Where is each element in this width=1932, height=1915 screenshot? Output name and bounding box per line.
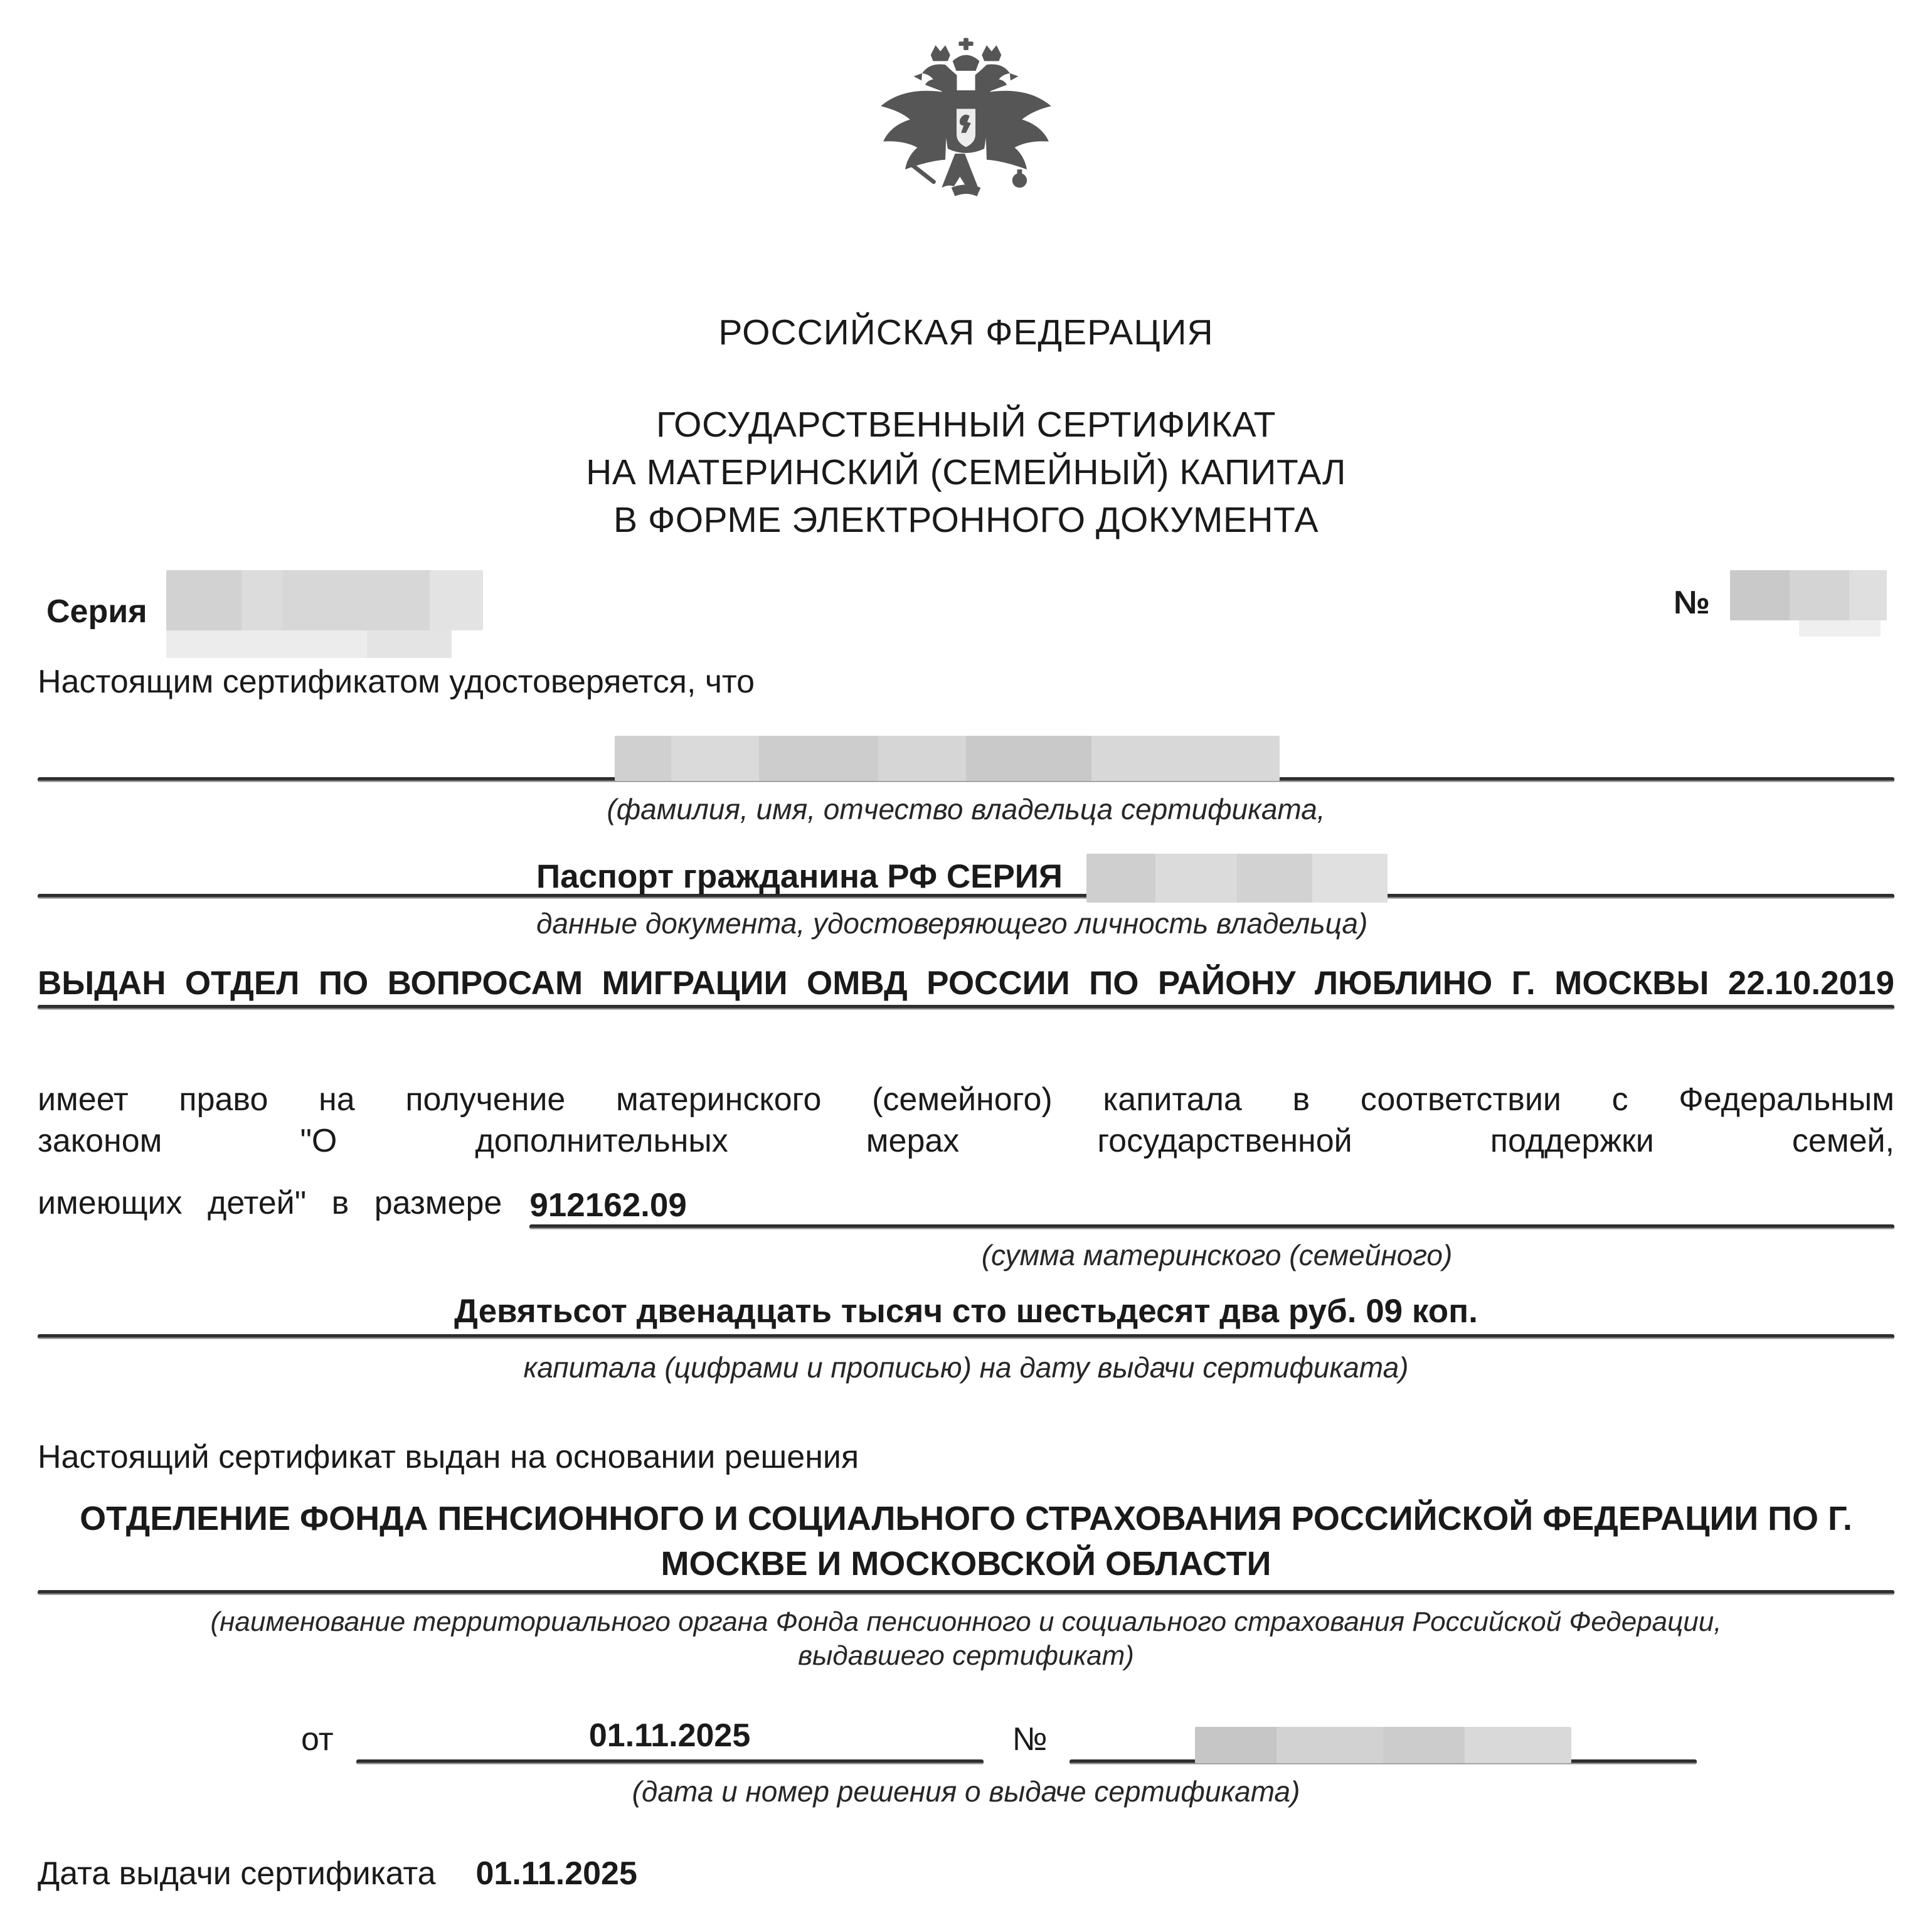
decision-from-label: от [301,1721,334,1758]
amount-in-words: Девятьсот двенадцать тысяч сто шестьдесят два руб. 09 коп. [454,1293,1478,1330]
issuing-authority-line-1: ОТДЕЛЕНИЕ ФОНДА ПЕНСИОННОГО И СОЦИАЛЬНОГО СТРАХОВАНИЯ РОССИЙСКОЙ ФЕДЕРАЦИИ ПО Г. [80,1500,1852,1537]
decision-caption: (дата и номер решения о выдаче сертификата) [632,1775,1300,1808]
issue-date-label: Дата выдачи сертификата [38,1855,436,1892]
decision-number-field [1070,1727,1697,1764]
passport-caption: данные документа, удостоверяющего личность владельца) [536,907,1368,940]
amount-caption: (сумма материнского (семейного) [981,1239,1453,1271]
series-redaction-tail [166,630,452,658]
decision-date: 01.11.2025 [588,1717,751,1754]
issuing-authority-line-2: МОСКВЕ И МОСКОВСКОЙ ОБЛАСТИ [661,1545,1271,1583]
entitlement-line-2: законом "О дополнительных мерах государственной поддержки семей, [38,1123,1894,1159]
decision-row [301,1717,1894,1764]
passport-label: Паспорт гражданина РФ СЕРИЯ [536,858,1063,895]
entitlement-paragraph [38,1079,1894,1162]
authority-underline [38,1590,1894,1595]
amount-words-caption: капитала (цифрами и прописью) на дату выдачи сертификата) [523,1351,1409,1384]
amount-words-underline [38,1334,1894,1339]
document-title-line-1: ГОСУДАРСТВЕННЫЙ СЕРТИФИКАТ [656,405,1276,445]
certificate-number-redacted [1730,570,1887,637]
authority-caption [38,1605,1894,1673]
series-value-redacted [166,570,483,658]
decision-date-field [356,1717,984,1764]
series-number-row [38,570,1894,658]
series-redaction-block [166,570,483,630]
amount-field [529,1186,1894,1229]
decision-date-underline [356,1759,984,1764]
number-redaction-block [1730,570,1887,620]
series-group [46,570,483,658]
passport-number-redacted [1086,854,1388,903]
amount-row [38,1184,1894,1229]
document-title [38,401,1894,544]
owner-name-caption: (фамилия, имя, отчество владельца сертификата, [607,793,1325,825]
number-redaction-tail [1799,620,1881,637]
decision-number-redacted [1195,1727,1571,1763]
coat-of-arms-icon [863,33,1070,249]
owner-name-redacted [615,736,1280,781]
authority-caption-line-1: (наименование территориального органа Фонда пенсионного и социального страхования Российской Федерации, [210,1606,1722,1637]
certifies-text: Настоящим сертификатом удостоверяется, что [38,664,755,700]
authority-caption-line-2: выдавшего сертификат) [798,1640,1134,1671]
number-group [1674,570,1887,637]
passport-issued-by-line: ВЫДАН ОТДЕЛ ПО ВОПРОСАМ МИГРАЦИИ ОМВД РОССИИ ПО РАЙОНУ ЛЮБЛИНО Г. МОСКВЫ 22.10.2019 [38,965,1894,1002]
passport-row [536,854,1894,896]
basis-intro: Настоящий сертификат выдан на основании решения [38,1439,859,1475]
owner-name-field [38,736,1894,782]
issue-date-value: 01.11.2025 [475,1855,637,1892]
issuing-authority [38,1496,1894,1586]
amount-underline [529,1224,1894,1229]
certificate-number-label: № [1674,585,1710,621]
document-title-line-3: В ФОРМЕ ЭЛЕКТРОННОГО ДОКУМЕНТА [613,500,1319,540]
entitlement-tail: имеющих детей" в размере [38,1185,502,1221]
country-heading: РОССИЙСКАЯ ФЕДЕРАЦИЯ [718,312,1214,353]
entitlement-line-1: имеет право на получение материнского (семейного) капитала в соответствии с Федеральным [38,1081,1894,1118]
issued-by-underline [38,1005,1894,1010]
document-title-line-2: НА МАТЕРИНСКИЙ (СЕМЕЙНЫЙ) КАПИТАЛ [586,452,1346,492]
issue-date-row [38,1855,1894,1892]
decision-number-label: № [1012,1721,1048,1758]
amount-digits: 912162.09 [529,1187,687,1224]
series-label: Серия [46,593,147,630]
